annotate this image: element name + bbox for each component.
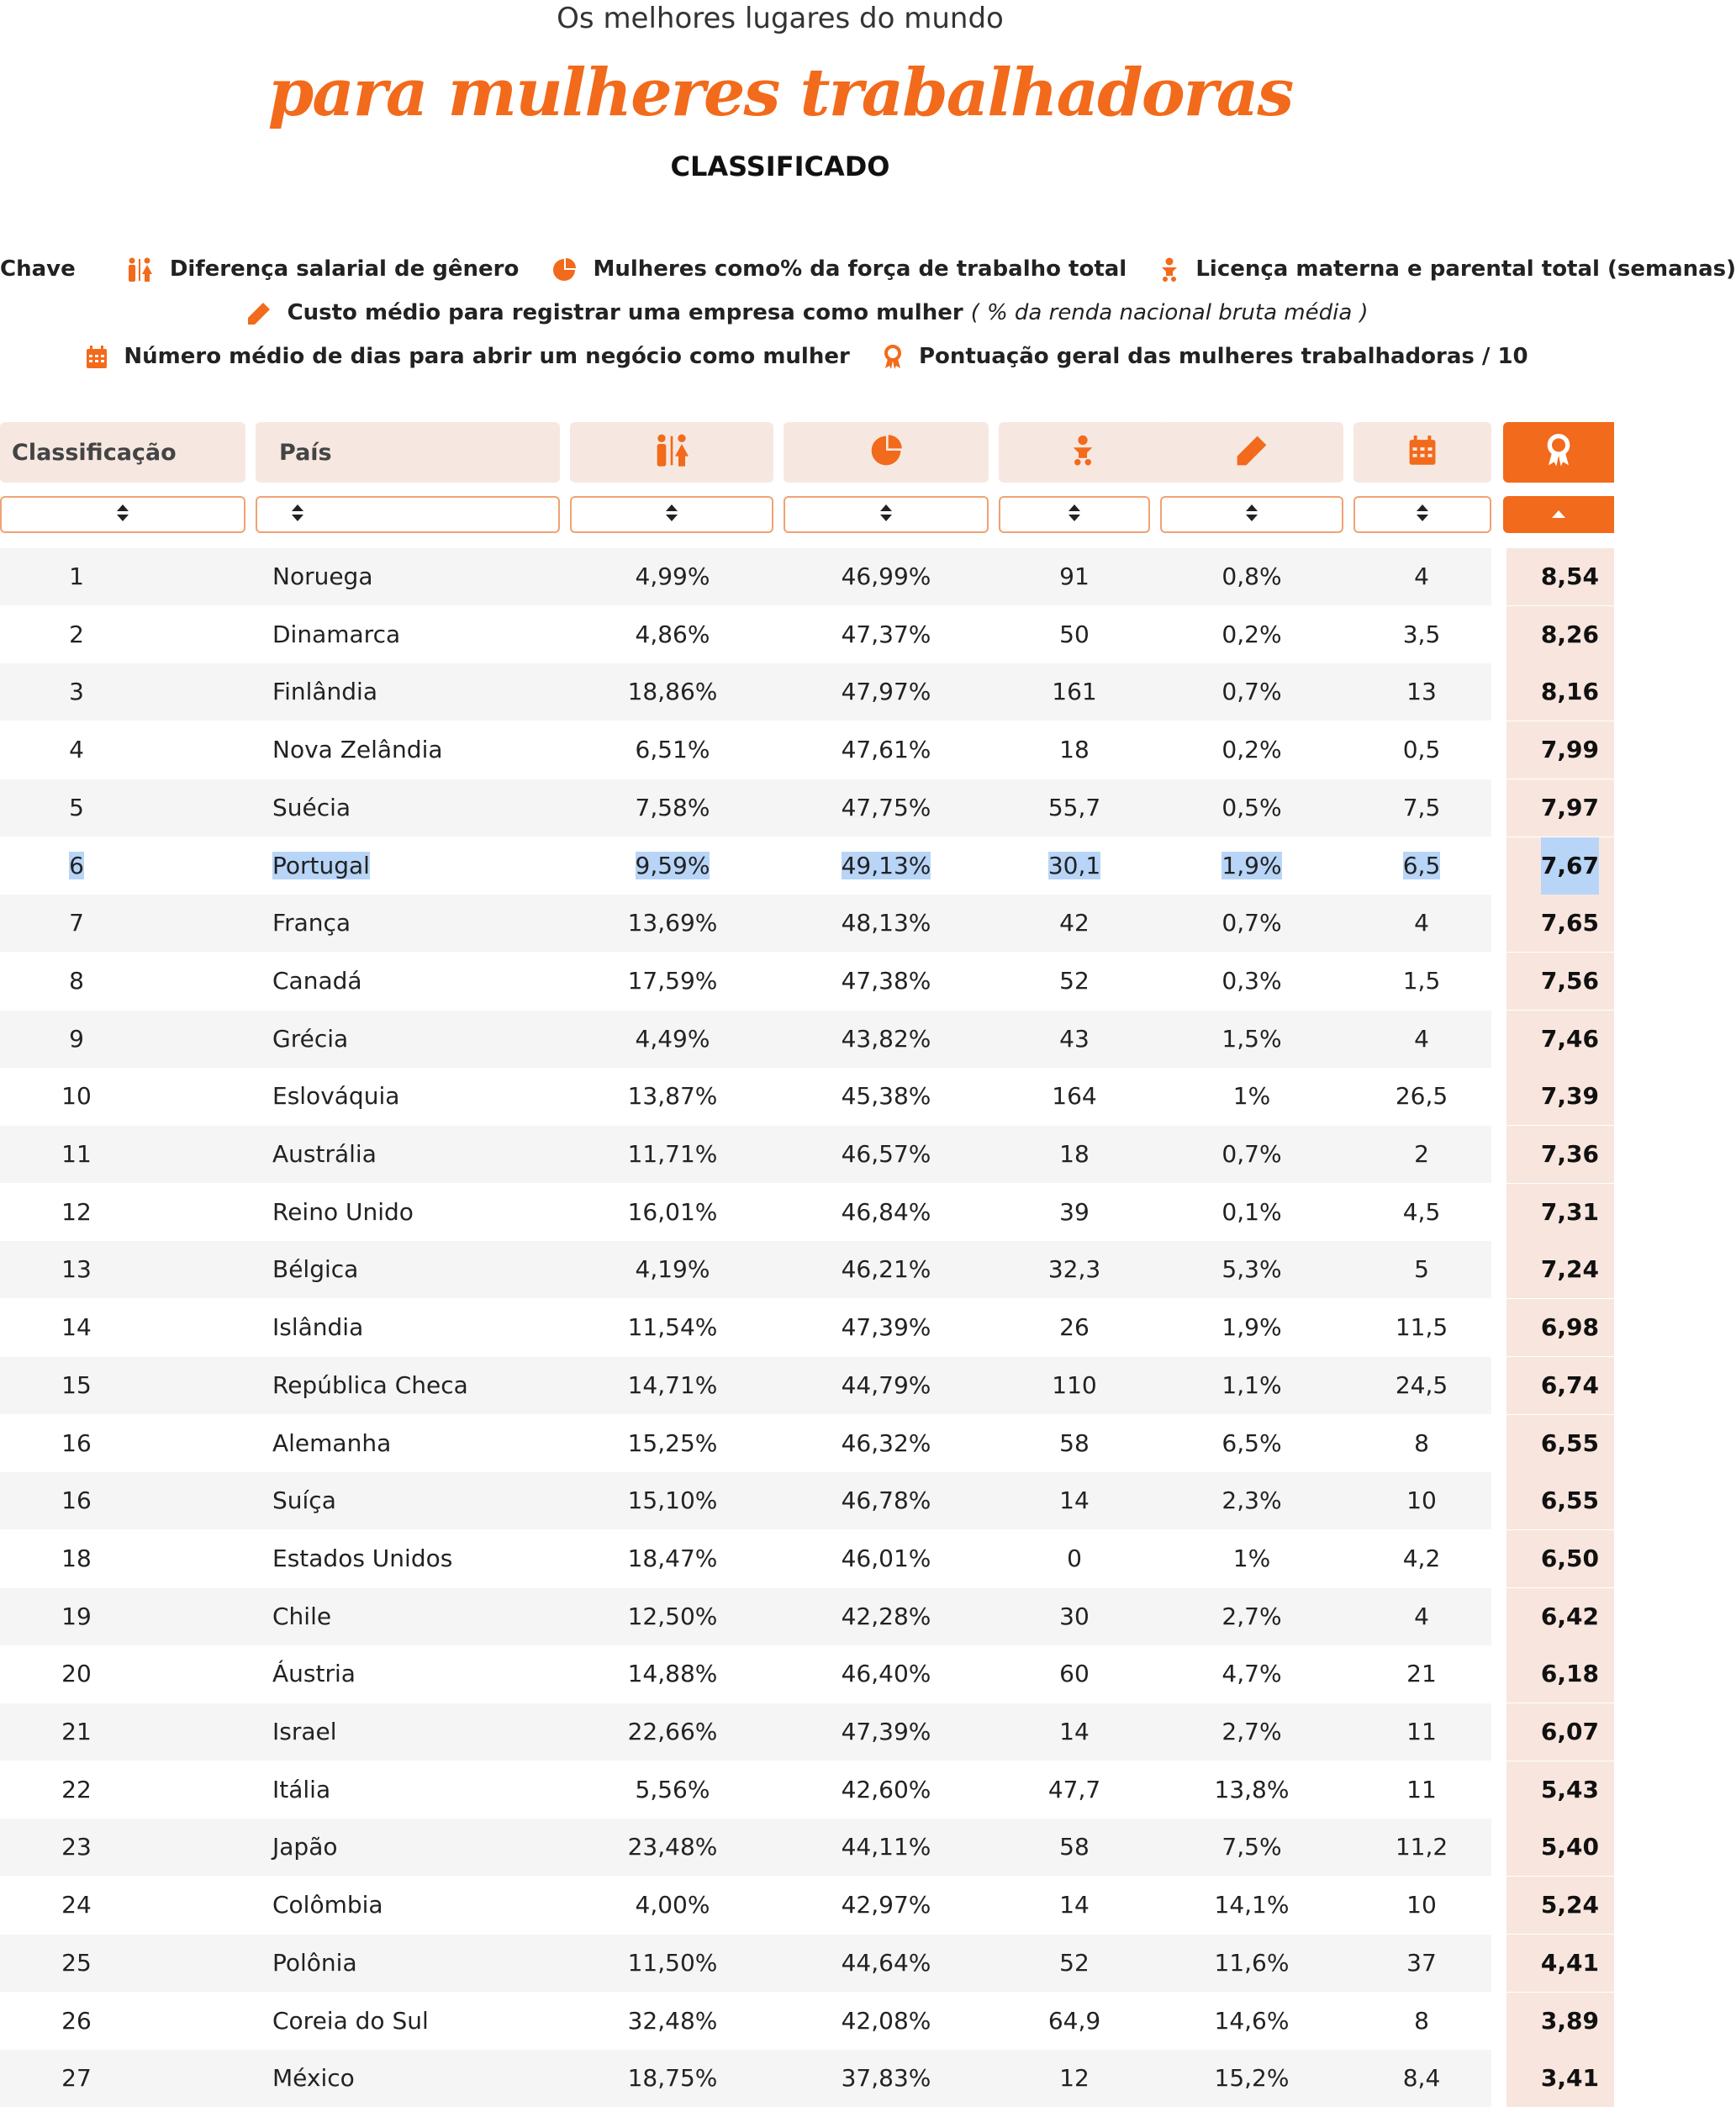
calendar-icon	[1408, 436, 1437, 469]
pencil-icon	[246, 301, 272, 326]
pencil-icon	[1235, 434, 1269, 471]
cell-cost: 1,9%	[1222, 1313, 1282, 1341]
cell-days: 24,5	[1395, 1371, 1448, 1399]
cell-workforce: 42,60%	[841, 1776, 931, 1803]
cell-leave: 14	[1059, 1486, 1090, 1514]
title-script: para mulheres trabalhadoras	[267, 55, 1293, 131]
cell-workforce: 49,13%	[841, 852, 931, 879]
cell-workforce: 47,39%	[841, 1718, 931, 1745]
cell-country: Eslováquia	[272, 1082, 400, 1110]
sort-icon	[1416, 504, 1429, 525]
cell-cost: 13,8%	[1214, 1776, 1290, 1803]
cell-cost: 1,1%	[1222, 1371, 1282, 1399]
cell-workforce: 42,08%	[841, 2007, 931, 2035]
sort-icon	[1245, 504, 1258, 525]
cell-workforce: 37,83%	[841, 2064, 931, 2092]
legend-leave: Licença materna e parental total (semanas)	[1195, 256, 1736, 282]
cell-pay-gap: 23,48%	[627, 1833, 718, 1861]
cell-days: 4	[1414, 909, 1429, 937]
sort-icon	[1068, 504, 1081, 525]
cell-days: 3,5	[1402, 620, 1441, 648]
subtitle: CLASSIFICADO	[670, 150, 890, 182]
cell-cost: 0,7%	[1222, 678, 1282, 705]
cell-pay-gap: 15,25%	[627, 1429, 718, 1457]
cell-days: 4	[1414, 562, 1429, 590]
award-icon	[883, 345, 903, 370]
cell-pay-gap: 13,87%	[627, 1082, 718, 1110]
cell-leave: 18	[1059, 1140, 1090, 1168]
cell-score: 5,24	[1506, 1877, 1614, 1934]
header-pay-gap[interactable]	[570, 422, 773, 483]
cell-cost: 0,3%	[1222, 967, 1282, 995]
table-row	[0, 1645, 1614, 1703]
cell-rank: 19	[61, 1602, 92, 1630]
table-row	[0, 1357, 1614, 1414]
cell-days: 10	[1406, 1891, 1437, 1919]
cell-days: 4,5	[1402, 1198, 1441, 1226]
sort-rank[interactable]	[0, 496, 245, 533]
cell-rank: 20	[61, 1660, 92, 1687]
cell-pay-gap: 4,99%	[635, 562, 710, 590]
cell-pay-gap: 11,71%	[627, 1140, 718, 1168]
cell-workforce: 45,38%	[841, 1082, 931, 1110]
cell-country: França	[272, 909, 351, 937]
cell-cost: 14,6%	[1214, 2007, 1290, 2035]
cell-pay-gap: 13,69%	[627, 909, 718, 937]
cell-score: 6,74	[1506, 1357, 1614, 1414]
cell-rank: 5	[69, 794, 84, 821]
sort-ascending-icon	[1551, 507, 1566, 523]
cell-cost: 0,2%	[1222, 736, 1282, 763]
cell-days: 10	[1406, 1486, 1437, 1514]
cell-leave: 32,3	[1047, 1255, 1101, 1283]
table-row	[0, 606, 1614, 663]
cell-score: 3,89	[1506, 1993, 1614, 2050]
legend-key-label: Chave	[0, 256, 76, 282]
header-rank[interactable]	[0, 422, 245, 483]
cell-days: 21	[1406, 1660, 1437, 1687]
cell-days: 2	[1414, 1140, 1429, 1168]
cell-country: Dinamarca	[272, 620, 401, 648]
cell-rank: 14	[61, 1313, 92, 1341]
cell-score: 3,41	[1506, 2050, 1614, 2107]
cell-rank: 21	[61, 1718, 92, 1745]
cell-cost: 5,3%	[1222, 1255, 1282, 1283]
cell-leave: 91	[1059, 562, 1090, 590]
cell-country: Alemanha	[272, 1429, 392, 1457]
cell-country: Nova Zelândia	[272, 736, 443, 763]
cell-country: México	[272, 2064, 355, 2092]
table-row	[0, 1126, 1614, 1183]
cell-pay-gap: 4,00%	[635, 1891, 710, 1919]
cell-cost: 2,7%	[1222, 1602, 1282, 1630]
cell-rank: 15	[61, 1371, 92, 1399]
table-row	[0, 1184, 1614, 1241]
cell-rank: 22	[61, 1776, 92, 1803]
calendar-icon	[86, 346, 108, 369]
cell-leave: 58	[1059, 1833, 1090, 1861]
table-row	[0, 1068, 1614, 1125]
cell-workforce: 47,61%	[841, 736, 931, 763]
cell-country: Austrália	[272, 1140, 377, 1168]
cell-rank: 8	[69, 967, 84, 995]
sort-score[interactable]	[1503, 496, 1614, 533]
cell-workforce: 42,28%	[841, 1602, 931, 1630]
cell-rank: 13	[61, 1255, 92, 1283]
cell-country: Portugal	[272, 852, 370, 879]
cell-pay-gap: 11,54%	[627, 1313, 718, 1341]
cell-score: 4,41	[1506, 1935, 1614, 1992]
cell-cost: 11,6%	[1214, 1949, 1290, 1977]
cell-pay-gap: 7,58%	[635, 794, 710, 821]
table-row	[0, 1935, 1614, 1992]
legend-pay-gap: Diferença salarial de gênero	[169, 256, 520, 282]
cell-pay-gap: 5,56%	[635, 1776, 710, 1803]
cell-pay-gap: 18,86%	[627, 678, 718, 705]
table-row	[0, 2050, 1614, 2107]
cell-leave: 55,7	[1047, 794, 1101, 821]
cell-score: 6,98	[1506, 1299, 1614, 1356]
cell-days: 1,5	[1402, 967, 1441, 995]
sort-icon	[665, 504, 678, 525]
cell-workforce: 44,64%	[841, 1949, 931, 1977]
cell-country: Estados Unidos	[272, 1544, 453, 1572]
cell-score: 7,67	[1506, 837, 1614, 895]
table-row	[0, 1530, 1614, 1587]
sort-days[interactable]	[1353, 496, 1491, 533]
cell-country: República Checa	[272, 1371, 468, 1399]
cell-cost: 1,9%	[1222, 852, 1282, 879]
cell-workforce: 43,82%	[841, 1025, 931, 1053]
legend-cost: Custo médio para registrar uma empresa como mulher	[287, 300, 963, 325]
cell-cost: 1,5%	[1222, 1025, 1282, 1053]
cell-cost: 0,1%	[1222, 1198, 1282, 1226]
cell-days: 11,5	[1395, 1313, 1448, 1341]
cell-rank: 6	[69, 852, 84, 879]
pie-chart-icon	[869, 434, 903, 471]
cell-leave: 110	[1052, 1371, 1097, 1399]
cell-score: 6,07	[1506, 1703, 1614, 1761]
cell-score: 6,18	[1506, 1645, 1614, 1703]
cell-leave: 52	[1059, 1949, 1090, 1977]
legend-cost-note: % da renda nacional bruta média	[986, 300, 1353, 325]
title-top: Os melhores lugares do mundo	[557, 2, 1004, 35]
cell-rank: 26	[61, 2007, 92, 2035]
cell-cost: 7,5%	[1222, 1833, 1282, 1861]
sort-leave[interactable]	[999, 496, 1150, 533]
legend-workforce: Mulheres como% da força de trabalho total	[593, 256, 1127, 282]
people-icon	[125, 257, 154, 282]
table-row	[0, 663, 1614, 721]
cell-days: 7,5	[1402, 794, 1441, 821]
table-row	[0, 1415, 1614, 1472]
cell-score: 8,26	[1506, 606, 1614, 663]
table-row	[0, 1993, 1614, 2050]
sort-icon	[116, 504, 129, 525]
cell-pay-gap: 9,59%	[635, 852, 710, 879]
award-icon	[1545, 434, 1572, 471]
table-row	[0, 548, 1614, 605]
cell-rank: 2	[69, 620, 84, 648]
cell-score: 7,39	[1506, 1068, 1614, 1125]
cell-leave: 30,1	[1047, 852, 1101, 879]
cell-country: Chile	[272, 1602, 332, 1630]
cell-workforce: 47,97%	[841, 678, 931, 705]
cell-score: 7,56	[1506, 953, 1614, 1010]
cell-pay-gap: 12,50%	[627, 1602, 718, 1630]
cell-cost: 0,2%	[1222, 620, 1282, 648]
cell-country: Áustria	[272, 1660, 356, 1687]
cell-score: 7,36	[1506, 1126, 1614, 1183]
cell-workforce: 47,38%	[841, 967, 931, 995]
table-row	[0, 1703, 1614, 1761]
legend-line-2	[0, 296, 1614, 330]
cell-score: 6,50	[1506, 1530, 1614, 1587]
cell-leave: 14	[1059, 1718, 1090, 1745]
cell-rank: 27	[61, 2064, 92, 2092]
cell-pay-gap: 16,01%	[627, 1198, 718, 1226]
cell-pay-gap: 4,49%	[635, 1025, 710, 1053]
cell-country: Israel	[272, 1718, 337, 1745]
cell-days: 8	[1414, 2007, 1429, 2035]
cell-days: 8	[1414, 1429, 1429, 1457]
header-score[interactable]	[1503, 422, 1614, 483]
cell-pay-gap: 4,19%	[635, 1255, 710, 1283]
baby-icon	[1159, 257, 1179, 282]
cell-workforce: 47,37%	[841, 620, 931, 648]
cell-pay-gap: 22,66%	[627, 1718, 718, 1745]
cell-score: 5,43	[1506, 1761, 1614, 1819]
cell-workforce: 48,13%	[841, 909, 931, 937]
cell-pay-gap: 14,71%	[627, 1371, 718, 1399]
cell-leave: 60	[1059, 1660, 1090, 1687]
cell-cost: 0,8%	[1222, 562, 1282, 590]
cell-pay-gap: 11,50%	[627, 1949, 718, 1977]
cell-leave: 18	[1059, 736, 1090, 763]
cell-rank: 3	[69, 678, 84, 705]
table-row	[0, 837, 1614, 895]
cell-leave: 14	[1059, 1891, 1090, 1919]
table-row	[0, 1588, 1614, 1645]
table-row	[0, 721, 1614, 779]
header-country[interactable]	[256, 422, 560, 483]
cell-country: Reino Unido	[272, 1198, 414, 1226]
sort-icon	[291, 504, 304, 525]
cell-workforce: 46,32%	[841, 1429, 931, 1457]
cell-leave: 161	[1052, 678, 1097, 705]
cell-workforce: 46,21%	[841, 1255, 931, 1283]
cell-cost: 0,7%	[1222, 909, 1282, 937]
cell-workforce: 47,75%	[841, 794, 931, 821]
cell-leave: 0	[1067, 1544, 1082, 1572]
cell-leave: 39	[1059, 1198, 1090, 1226]
cell-country: Polônia	[272, 1949, 357, 1977]
cell-country: Colômbia	[272, 1891, 383, 1919]
cell-leave: 30	[1059, 1602, 1090, 1630]
cell-pay-gap: 14,88%	[627, 1660, 718, 1687]
cell-cost: 1%	[1232, 1544, 1271, 1572]
cell-leave: 58	[1059, 1429, 1090, 1457]
cell-score: 5,40	[1506, 1819, 1614, 1876]
cell-country: Canadá	[272, 967, 362, 995]
table-row	[0, 1761, 1614, 1819]
cell-leave: 64,9	[1047, 2007, 1101, 2035]
cell-score: 7,31	[1506, 1184, 1614, 1241]
cell-country: Suécia	[272, 794, 351, 821]
cell-cost: 4,7%	[1222, 1660, 1282, 1687]
legend-line-1	[0, 252, 1736, 286]
cell-days: 8,4	[1402, 2064, 1441, 2092]
cell-score: 6,55	[1506, 1415, 1614, 1472]
cell-days: 11,2	[1395, 1833, 1448, 1861]
cell-workforce: 46,40%	[841, 1660, 931, 1687]
cell-leave: 47,7	[1047, 1776, 1101, 1803]
cell-leave: 26	[1059, 1313, 1090, 1341]
sort-cost[interactable]	[1160, 496, 1343, 533]
cell-rank: 18	[61, 1544, 92, 1572]
sort-pay-gap[interactable]	[570, 496, 773, 533]
cell-rank: 16	[61, 1486, 92, 1514]
cell-score: 7,65	[1506, 895, 1614, 952]
cell-country: Bélgica	[272, 1255, 359, 1283]
header-workforce[interactable]	[784, 422, 989, 483]
cell-score: 7,24	[1506, 1241, 1614, 1298]
cell-rank: 23	[61, 1833, 92, 1861]
cell-cost: 1%	[1232, 1082, 1271, 1110]
cell-pay-gap: 17,59%	[627, 967, 718, 995]
cell-pay-gap: 32,48%	[627, 2007, 718, 2035]
cell-rank: 7	[69, 909, 84, 937]
cell-days: 4	[1414, 1602, 1429, 1630]
cell-country: Noruega	[272, 562, 373, 590]
cell-score: 7,97	[1506, 779, 1614, 837]
cell-score: 7,46	[1506, 1011, 1614, 1068]
header-days[interactable]	[1353, 422, 1491, 483]
legend-days: Número médio de dias para abrir um negócio como mulher	[124, 344, 850, 369]
sort-country[interactable]	[256, 496, 560, 533]
cell-country: Islândia	[272, 1313, 364, 1341]
sort-icon	[879, 504, 893, 525]
cell-workforce: 46,84%	[841, 1198, 931, 1226]
cell-workforce: 46,01%	[841, 1544, 931, 1572]
legend-line-3	[0, 340, 1614, 373]
cell-pay-gap: 18,75%	[627, 2064, 718, 2092]
legend-score: Pontuação geral das mulheres trabalhadoras / 10	[918, 344, 1528, 369]
cell-leave: 43	[1059, 1025, 1090, 1053]
cell-rank: 25	[61, 1949, 92, 1977]
cell-rank: 1	[69, 562, 84, 590]
header-leave[interactable]	[999, 422, 1167, 483]
cell-country: Suíça	[272, 1486, 336, 1514]
cell-cost: 2,3%	[1222, 1486, 1282, 1514]
cell-rank: 9	[69, 1025, 84, 1053]
cell-country: Finlândia	[272, 678, 377, 705]
cell-workforce: 46,78%	[841, 1486, 931, 1514]
cell-cost: 14,1%	[1214, 1891, 1290, 1919]
table-row	[0, 1011, 1614, 1068]
table-row	[0, 953, 1614, 1010]
cell-leave: 164	[1052, 1082, 1097, 1110]
legend-cost-close: )	[1359, 300, 1369, 325]
header-cost[interactable]	[1160, 422, 1343, 483]
table-row	[0, 1241, 1614, 1298]
legend-cost-open: (	[970, 300, 979, 325]
cell-leave: 42	[1059, 909, 1090, 937]
cell-rank: 12	[61, 1198, 92, 1226]
cell-workforce: 47,39%	[841, 1313, 931, 1341]
cell-score: 8,16	[1506, 663, 1614, 721]
cell-score: 7,99	[1506, 721, 1614, 779]
cell-pay-gap: 6,51%	[635, 736, 710, 763]
cell-country: Grécia	[272, 1025, 349, 1053]
cell-days: 5	[1414, 1255, 1429, 1283]
cell-days: 4	[1414, 1025, 1429, 1053]
cell-cost: 0,7%	[1222, 1140, 1282, 1168]
cell-cost: 6,5%	[1222, 1429, 1282, 1457]
cell-cost: 2,7%	[1222, 1718, 1282, 1745]
cell-rank: 4	[69, 736, 84, 763]
cell-days: 11	[1406, 1718, 1437, 1745]
cell-pay-gap: 4,86%	[635, 620, 710, 648]
cell-workforce: 44,11%	[841, 1833, 931, 1861]
cell-leave: 12	[1059, 2064, 1090, 2092]
table-row	[0, 1472, 1614, 1529]
cell-leave: 50	[1059, 620, 1090, 648]
cell-days: 13	[1406, 678, 1437, 705]
table-row	[0, 779, 1614, 837]
cell-cost: 0,5%	[1222, 794, 1282, 821]
header-country-label: País	[279, 439, 332, 466]
cell-rank: 24	[61, 1891, 92, 1919]
cell-cost: 15,2%	[1214, 2064, 1290, 2092]
cell-workforce: 46,57%	[841, 1140, 931, 1168]
cell-rank: 10	[61, 1082, 92, 1110]
sort-workforce[interactable]	[784, 496, 989, 533]
cell-workforce: 46,99%	[841, 562, 931, 590]
table-row	[0, 1877, 1614, 1934]
table-row	[0, 1819, 1614, 1876]
baby-icon	[1070, 435, 1095, 470]
cell-country: Coreia do Sul	[272, 2007, 429, 2035]
cell-workforce: 44,79%	[841, 1371, 931, 1399]
cell-score: 6,55	[1506, 1472, 1614, 1529]
cell-country: Itália	[272, 1776, 331, 1803]
cell-pay-gap: 15,10%	[627, 1486, 718, 1514]
table-row	[0, 1299, 1614, 1356]
cell-days: 4,2	[1402, 1544, 1441, 1572]
table-row	[0, 895, 1614, 952]
cell-score: 8,54	[1506, 548, 1614, 605]
cell-pay-gap: 18,47%	[627, 1544, 718, 1572]
header-rank-label: Classificação	[12, 439, 177, 466]
cell-workforce: 42,97%	[841, 1891, 931, 1919]
pie-chart-icon	[551, 257, 577, 282]
people-icon	[652, 434, 691, 471]
cell-rank: 16	[61, 1429, 92, 1457]
cell-days: 0,5	[1402, 736, 1441, 763]
cell-days: 37	[1406, 1949, 1437, 1977]
cell-score: 6,42	[1506, 1588, 1614, 1645]
cell-leave: 52	[1059, 967, 1090, 995]
cell-rank: 11	[61, 1140, 92, 1168]
cell-days: 11	[1406, 1776, 1437, 1803]
cell-days: 6,5	[1402, 852, 1441, 879]
cell-days: 26,5	[1395, 1082, 1448, 1110]
cell-country: Japão	[272, 1833, 338, 1861]
